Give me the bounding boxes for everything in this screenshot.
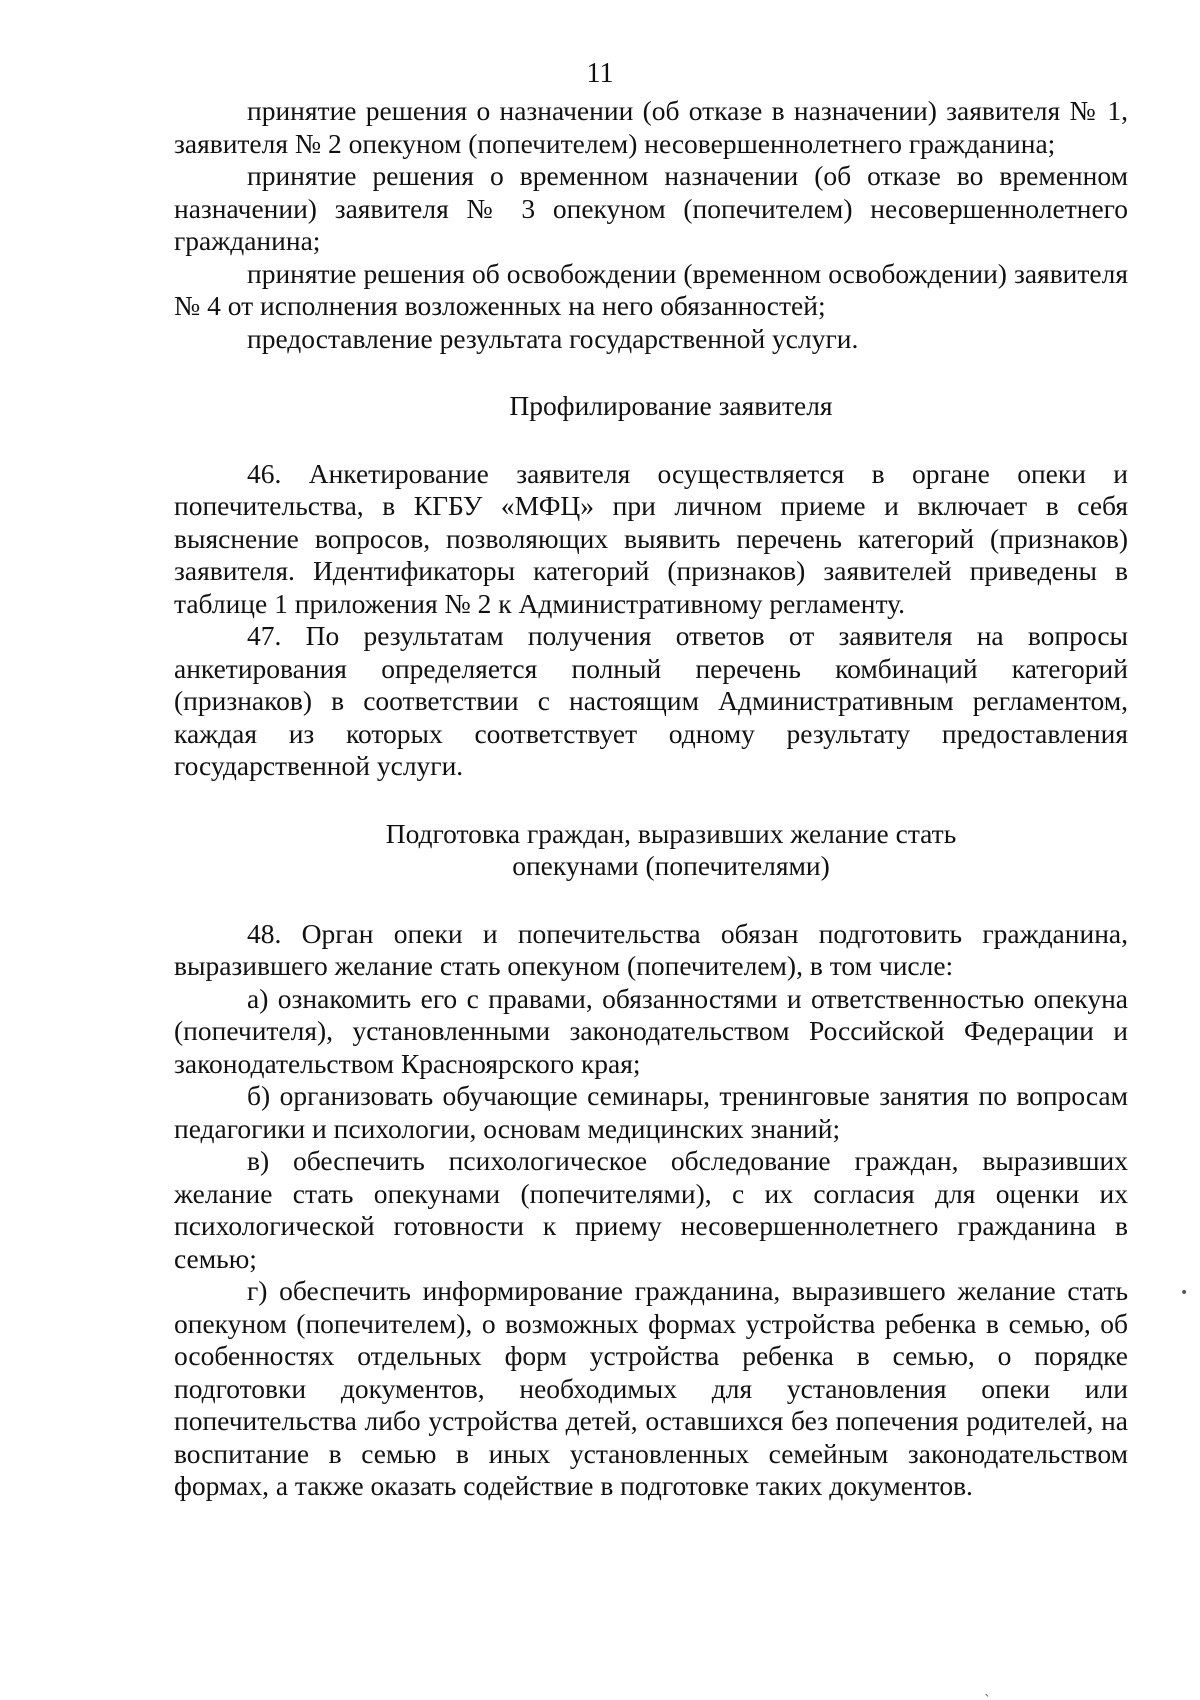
- paragraph-47: 47. По результатам получения ответов от заявителя на вопросы анкетирования определяется полный перечень комбинаций категорий (признаков) в соответствии с настоящим Административным регламентом, каждая из которых соответствует одному результату предоставления государственной услуги.: [174, 620, 1128, 781]
- scan-tick-mark: ˎ: [984, 1681, 991, 1697]
- page-number: 11: [586, 58, 614, 89]
- paragraph-46: 46. Анкетирование заявителя осуществляется в органе опеки и попечительства, в КГБУ «МФЦ» при личном приеме и включает в себя выяснение вопросов, позволяющих выявить перечень категорий (признаков) заявителя. Идентификаторы категорий (признаков) заявителей приведены в таблице 1 приложения № 2 к Административному регламенту.: [174, 457, 1128, 619]
- paragraph-48-v: в) обеспечить психологическое обследование граждан, выразивших желание стать опекунами (попечителями), с их согласия для оценки их психологической готовности к приему несовершеннолетнего гражданина в семью;: [174, 1145, 1128, 1274]
- section-heading-guardian-preparation: [174, 818, 1128, 883]
- document-body: [174, 95, 1128, 1503]
- list-item-decision-appointment: принятие решения о назначении (об отказе в назначении) заявителя № 1, заявителя № 2 опекуном (попечителем) несовершеннолетнего гражданина;: [174, 95, 1128, 159]
- scan-dot-mark: •: [1180, 1285, 1189, 1301]
- section-heading-line-1: Подготовка граждан, выразивших желание стать: [385, 817, 957, 849]
- section-heading-line-2: опекунами (попечителями): [512, 850, 830, 881]
- list-item-decision-temporary-appointment: принятие решения о временном назначении (об отказе во временном назначении) заявителя № 3 опекуном (попечителем) несовершеннолетнего гражданина;: [174, 160, 1128, 256]
- paragraph-48-g: г) обеспечить информирование гражданина, выразившего желание стать опекуном (попечителем), о возможных формах устройства ребенка в семью, об особенностях отдельных форм устройства ребенка в семью, о порядке подготовки документов, необходимых для установления опеки или попечительства либо устройства детей, оставшихся без попечения родителей, на воспитание в семью в иных установленных семейным законодательством формах, а также оказать содействие в подготовке таких документов.: [174, 1275, 1128, 1501]
- paragraph-48: 48. Орган опеки и попечительства обязан подготовить гражданина, выразившего желание стать опекуном (попечителем), в том числе:: [174, 917, 1128, 981]
- list-item-decision-release: принятие решения об освобождении (временном освобождении) заявителя № 4 от исполнения возложенных на него обязанностей;: [174, 257, 1128, 321]
- section-heading-profiling: Профилирование заявителя: [509, 390, 833, 421]
- list-item-result-provision: предоставление результата государственной услуги.: [247, 322, 859, 354]
- paragraph-48-b: б) организовать обучающие семинары, тренинговые занятия по вопросам педагогики и психологии, основам медицинских знаний;: [174, 1080, 1128, 1144]
- paragraph-48-a: а) ознакомить его с правами, обязанностями и ответственностью опекуна (попечителя), установленными законодательством Российской Федерации и законодательством Красноярского края;: [174, 982, 1128, 1079]
